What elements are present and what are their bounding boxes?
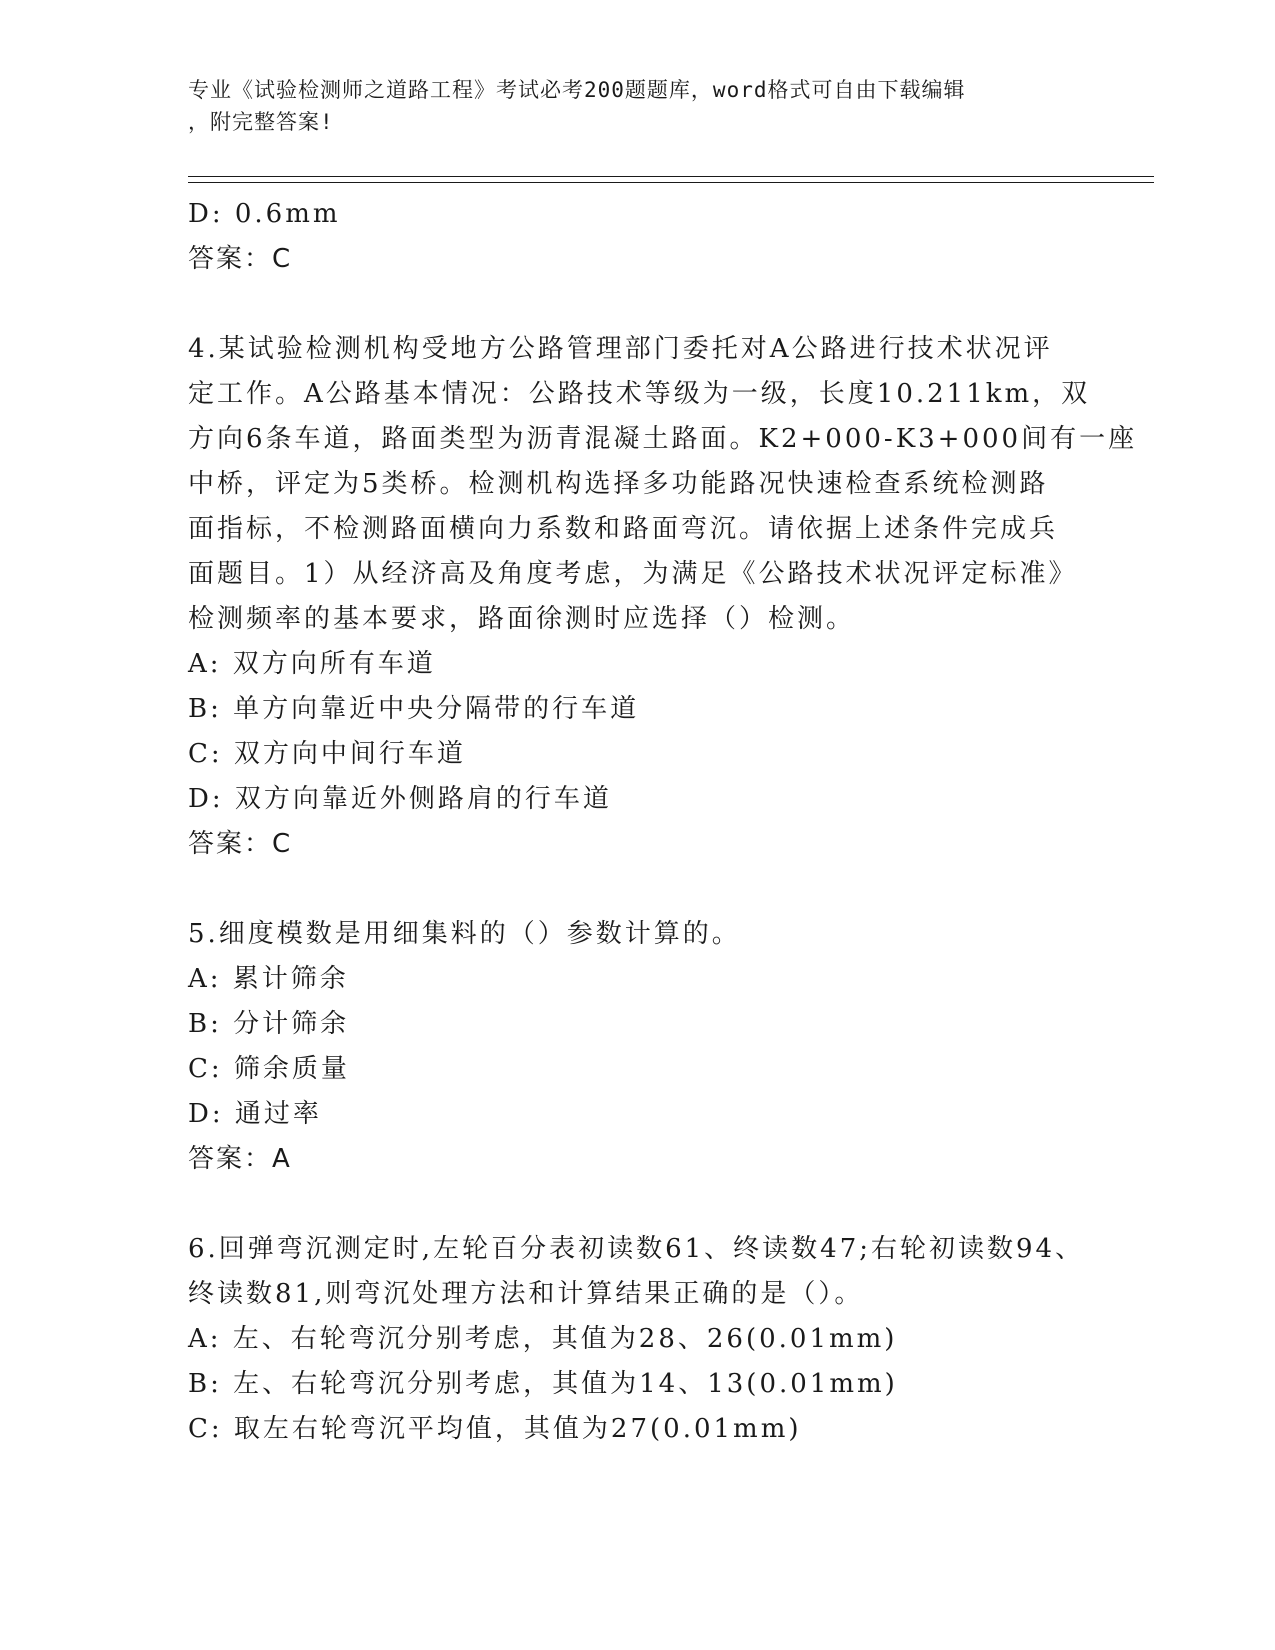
spacer [188, 1182, 1088, 1227]
q4-option-b: B: 单方向靠近中央分隔带的行车道 [188, 694, 640, 724]
q5-stem-line: 5.细度模数是用细集料的（）参数计算的。 [188, 919, 741, 949]
header-divider-bottom [188, 182, 1154, 183]
q5-option-b: B: 分计筛余 [188, 1009, 350, 1039]
q4-stem-line: 定工作。A公路基本情况：公路技术等级为一级，长度10.211km，双 [188, 379, 1091, 409]
header-title-line-1: 专业《试验检测师之道路工程》考试必考200题题库，word格式可自由下载编辑 [188, 78, 966, 102]
q6-stem-line: 6.回弹弯沉测定时,左轮百分表初读数61、终读数47;右轮初读数94、 [188, 1234, 1085, 1264]
q3-answer: 答案：C [188, 244, 293, 274]
spacer [188, 282, 1088, 327]
question-4 [188, 327, 1138, 867]
q4-stem-line: 方向6条车道，路面类型为沥青混凝土路面。K2+000-K3+000间有一座 [188, 424, 1138, 454]
q4-stem-line: 面指标，不检测路面横向力系数和路面弯沉。请依据上述条件完成兵 [188, 514, 1059, 544]
q4-stem-line: 4.某试验检测机构受地方公路管理部门委托对A公路进行技术状况评 [188, 334, 1053, 364]
q4-option-c: C: 双方向中间行车道 [188, 739, 466, 769]
q4-answer: 答案：C [188, 829, 293, 859]
q4-option-d: D: 双方向靠近外侧路肩的行车道 [188, 784, 612, 814]
q5-answer: 答案：A [188, 1144, 292, 1174]
q3-option-d: D: 0.6mm [188, 199, 341, 229]
q4-stem-line: 检测频率的基本要求，路面徐测时应选择（）检测。 [188, 604, 856, 634]
question-5 [188, 912, 1088, 1182]
q6-option-c: C: 取左右轮弯沉平均值，其值为27(0.01mm) [188, 1414, 802, 1444]
q6-option-b: B: 左、右轮弯沉分别考虑，其值为14、13(0.01mm) [188, 1369, 898, 1399]
question-6 [188, 1227, 1088, 1452]
header-title-line-2: ，附完整答案! [188, 110, 334, 134]
header-divider-top [188, 176, 1154, 177]
q5-option-d: D: 通过率 [188, 1099, 322, 1129]
q6-stem-line: 终读数81,则弯沉处理方法和计算结果正确的是（）。 [188, 1279, 864, 1309]
q4-stem-line: 面题目。1）从经济高及角度考虑，为满足《公路技术状况评定标准》 [188, 559, 1078, 589]
document-header [188, 74, 1068, 138]
document-body [188, 192, 1138, 1452]
q5-option-c: C: 筛余质量 [188, 1054, 350, 1084]
spacer [188, 867, 1088, 912]
q4-stem-line: 中桥，评定为5类桥。检测机构选择多功能路况快速检查系统检测路 [188, 469, 1049, 499]
q5-option-a: A: 累计筛余 [188, 964, 349, 994]
q4-option-a: A: 双方向所有车道 [188, 649, 436, 679]
q6-option-a: A: 左、右轮弯沉分别考虑，其值为28、26(0.01mm) [188, 1324, 898, 1354]
